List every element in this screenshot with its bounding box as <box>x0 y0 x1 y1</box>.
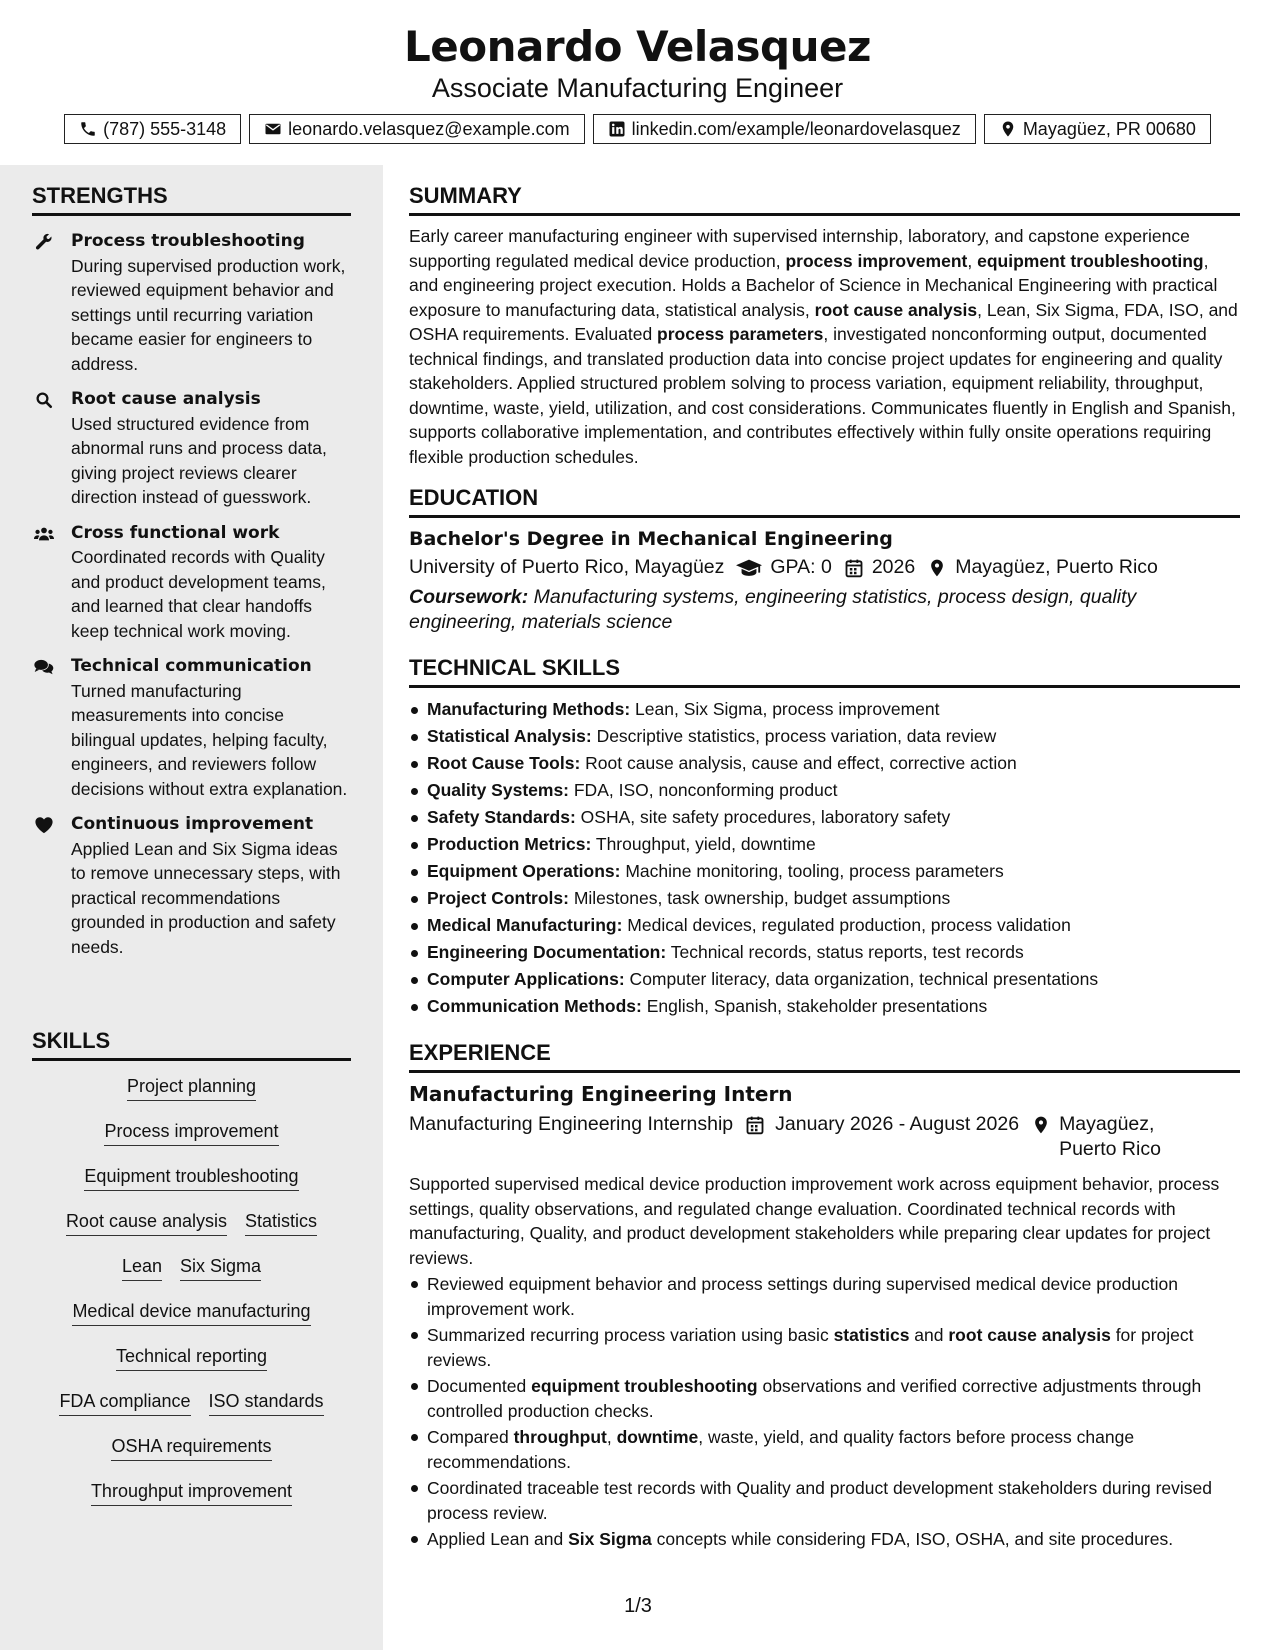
graduation-year: 2026 <box>871 556 916 578</box>
bold-keyword: root cause analysis <box>814 299 978 320</box>
strength-desc: Turned manufacturing measurements into concise bilingual updates, helping faculty, engineers, and reviewers follow decisions without extra explanation. <box>71 680 348 799</box>
skill-label: Computer Applications: <box>427 969 625 989</box>
text-run: Summarized recurring process variation using basic <box>427 1325 834 1345</box>
summary-text <box>409 224 1240 469</box>
skill-value: Technical records, status reports, test records <box>666 942 1024 962</box>
bold-keyword: root cause analysis <box>948 1325 1111 1345</box>
skill-label: Communication Methods: <box>427 996 642 1016</box>
contact-phone-text: (787) 555-3148 <box>103 118 227 139</box>
candidate-name: Leonardo Velasquez <box>404 22 871 71</box>
strength-title: Cross functional work <box>71 522 280 543</box>
skill-tag: Six Sigma <box>180 1256 261 1281</box>
skill-value: Milestones, task ownership, budget assumptions <box>568 888 951 908</box>
skill-tag: Process improvement <box>104 1121 278 1146</box>
list-item <box>409 696 1240 723</box>
coursework-list: Manufacturing systems, engineering statistics, process design, quality engineering, materials science <box>409 586 1137 633</box>
list-item <box>409 966 1240 993</box>
list-item <box>409 750 1240 777</box>
skill-tag: Statistics <box>245 1211 317 1236</box>
skill-tag: Throughput improvement <box>91 1481 292 1506</box>
technical-skills-heading: TECHNICAL SKILLS <box>409 655 1240 688</box>
skill-label: Equipment Operations: <box>427 861 621 881</box>
graduation-cap-icon <box>736 558 762 578</box>
text-run: , waste, yield, and quality factors before process change recommendations. <box>427 1427 1135 1472</box>
skill-row <box>32 1121 351 1166</box>
main-column <box>409 165 1240 1650</box>
strength-title: Technical communication <box>71 656 312 676</box>
summary-section <box>409 183 1240 469</box>
skill-tags <box>0 1076 383 1526</box>
text-run: Coordinated traceable test records with Quality and product development stakeholders during revised process review. <box>427 1478 1213 1523</box>
contact-linkedin-text: linkedin.com/example/leonardovelasquez <box>631 118 961 139</box>
skill-label: Manufacturing Methods: <box>427 699 631 719</box>
strength-item <box>32 654 352 801</box>
list-item <box>409 1527 1240 1552</box>
text-run: Applied Lean and <box>427 1529 569 1549</box>
contact-location <box>984 114 1211 144</box>
experience-meta <box>409 1112 1240 1162</box>
strength-desc: Coordinated records with Quality and product development teams, and learned that clear handoffs keep technical work moving. <box>71 547 326 641</box>
bold-keyword: Six Sigma <box>568 1529 652 1549</box>
skill-row <box>32 1436 351 1481</box>
experience-heading: EXPERIENCE <box>409 1040 1240 1073</box>
skill-value: Root cause analysis, cause and effect, corrective action <box>580 753 1017 773</box>
skill-tag: Medical device manufacturing <box>72 1301 310 1326</box>
summary-heading: SUMMARY <box>409 183 1240 216</box>
skill-label: Project Controls: <box>427 888 569 908</box>
skill-value: Medical devices, regulated production, process validation <box>622 915 1071 935</box>
skill-row <box>32 1256 351 1301</box>
strength-desc: Used structured evidence from abnormal runs and process data, giving project reviews clearer direction instead of guesswork. <box>71 413 327 507</box>
contact-row <box>0 114 1275 144</box>
skill-row <box>32 1301 351 1346</box>
heart-icon <box>34 816 54 834</box>
job-title: Associate Manufacturing Engineer <box>431 73 844 103</box>
contact-email[interactable] <box>249 114 584 144</box>
text-run: observations and verified corrective adjustments through controlled production checks. <box>427 1376 1202 1421</box>
text-run: Documented <box>427 1376 532 1396</box>
skill-row <box>32 1211 351 1256</box>
list-item <box>409 804 1240 831</box>
skill-tag: Project planning <box>127 1076 256 1101</box>
phone-icon <box>79 120 97 138</box>
list-item <box>409 885 1240 912</box>
technical-skills-section <box>409 655 1240 1020</box>
skill-tag: OSHA requirements <box>111 1436 271 1461</box>
comments-icon <box>34 658 54 676</box>
list-item <box>409 1425 1240 1474</box>
skills-section <box>0 1028 383 1526</box>
skill-tag: FDA compliance <box>59 1391 190 1416</box>
degree-title: Bachelor's Degree in Mechanical Engineering <box>409 528 893 550</box>
envelope-icon <box>264 120 282 138</box>
skill-tag: Root cause analysis <box>66 1211 227 1236</box>
experience-dates: January 2026 - August 2026 <box>775 1113 1020 1135</box>
bold-keyword: process parameters <box>657 324 824 344</box>
education-section <box>409 485 1240 634</box>
search-icon <box>34 391 54 409</box>
map-pin-icon <box>1031 1115 1051 1135</box>
list-item <box>409 723 1240 750</box>
skill-value: Throughput, yield, downtime <box>591 834 816 854</box>
calendar-icon <box>844 558 864 578</box>
bold-keyword: downtime <box>616 1427 699 1447</box>
strength-item <box>32 229 352 376</box>
skill-label: Medical Manufacturing: <box>427 915 623 935</box>
experience-location: Mayagüez, Puerto Rico <box>1059 1113 1161 1160</box>
strength-desc: Applied Lean and Six Sigma ideas to remove unnecessary steps, with practical recommendations grounded in production and safety needs. <box>71 838 341 957</box>
skill-value: Machine monitoring, tooling, process parameters <box>620 861 1004 881</box>
sidebar <box>0 165 383 1650</box>
strength-item <box>32 387 352 510</box>
strengths-heading: STRENGTHS <box>32 183 351 216</box>
strength-item <box>32 812 352 959</box>
skill-label: Statistical Analysis: <box>427 726 592 746</box>
bold-keyword: throughput <box>513 1427 607 1447</box>
education-location: Mayagüez, Puerto Rico <box>955 556 1158 578</box>
skill-value: Lean, Six Sigma, process improvement <box>630 699 940 719</box>
skill-value: OSHA, site safety procedures, laboratory safety <box>575 807 951 827</box>
bold-keyword: equipment troubleshooting <box>531 1376 758 1396</box>
text-run: , <box>606 1427 617 1447</box>
list-item <box>409 912 1240 939</box>
list-item <box>409 1272 1240 1321</box>
education-meta <box>409 556 1240 579</box>
strength-item <box>32 521 352 644</box>
list-item <box>409 993 1240 1020</box>
text-run: , Lean, Six Sigma, FDA, ISO, and OSHA requirements. Evaluated <box>409 299 1238 344</box>
skill-value: Computer literacy, data organization, technical presentations <box>624 969 1099 989</box>
text-run: for project reviews. <box>427 1325 1194 1370</box>
skill-tag: Technical reporting <box>116 1346 267 1371</box>
skill-label: Production Metrics: <box>427 834 592 854</box>
bold-keyword: equipment troubleshooting <box>977 250 1204 271</box>
page-number: 1/3 <box>624 1595 652 1617</box>
contact-location-text: Mayagüez, PR 00680 <box>1022 118 1196 139</box>
list-item <box>409 939 1240 966</box>
contact-linkedin[interactable] <box>593 114 976 144</box>
experience-bullets <box>409 1272 1240 1552</box>
skill-value: FDA, ISO, nonconforming product <box>569 780 838 800</box>
skill-label: Engineering Documentation: <box>427 942 667 962</box>
skill-row <box>32 1346 351 1391</box>
strengths-section <box>0 183 383 959</box>
contact-email-text: leonardo.velasquez@example.com <box>288 118 570 139</box>
experience-role: Manufacturing Engineering Intern <box>409 1082 793 1106</box>
text-run: Reviewed equipment behavior and process settings during supervised medical device production improvement work. <box>427 1274 1178 1319</box>
skill-value: Descriptive statistics, process variation, data review <box>591 726 997 746</box>
education-heading: EDUCATION <box>409 485 1240 518</box>
list-item <box>409 858 1240 885</box>
text-run: and <box>909 1325 949 1345</box>
bold-keyword: statistics <box>833 1325 910 1345</box>
coursework-label: Coursework: <box>409 586 529 608</box>
list-item <box>409 1374 1240 1423</box>
experience-description: Supported supervised medical device production improvement work across equipment behavior, process settings, quality observations, and regulated change evaluation. Coordinated technical records with manufacturing, Quality, and product development stakeholders while preparing clear updates for project reviews. <box>409 1174 1220 1268</box>
bold-keyword: process improvement <box>785 250 968 271</box>
coursework <box>409 585 1240 634</box>
skill-tag: Lean <box>122 1256 162 1281</box>
skill-row <box>32 1391 351 1436</box>
list-item <box>409 777 1240 804</box>
text-run: concepts while considering FDA, ISO, OSHA, and site procedures. <box>651 1529 1174 1549</box>
strength-desc: During supervised production work, reviewed equipment behavior and settings until recurring variation became easier for engineers to address. <box>71 255 346 374</box>
text-run: Early career manufacturing engineer with supervised internship, laboratory, and capstone experience supporting regulated medical device production, <box>409 226 1190 271</box>
experience-section <box>409 1040 1240 1552</box>
skill-label: Safety Standards: <box>427 807 576 827</box>
text-run: , investigated nonconforming output, documented technical findings, and translated production data into concise project updates for engineering and quality stakeholders. Applied structured problem solving to process variation, equipment reliability, throughput, downtime, waste, yield, utilization, and cost considerations. Communicates fluently in English and Spanish, supports collaborative implementation, and contributes effectively within fully onsite operations requiring flexible production schedules. <box>409 324 1236 467</box>
text-run: , <box>967 250 978 271</box>
strength-title: Root cause analysis <box>71 389 261 409</box>
linkedin-icon <box>608 120 626 138</box>
text-run: , and engineering project execution. Holds a Bachelor of Science in Mechanical Engineering with practical exposure to manufacturing data, statistical analysis, <box>409 250 1218 320</box>
users-icon <box>34 525 54 543</box>
map-pin-icon <box>999 120 1017 138</box>
skill-row <box>32 1481 351 1526</box>
contact-phone[interactable] <box>64 114 241 144</box>
skills-heading: SKILLS <box>32 1028 351 1061</box>
resume-header <box>0 0 1275 165</box>
wrench-icon <box>34 233 54 251</box>
skill-row <box>32 1076 351 1121</box>
list-item <box>409 1323 1240 1372</box>
strength-title: Process troubleshooting <box>71 231 305 251</box>
skill-tag: Equipment troubleshooting <box>84 1166 298 1191</box>
skill-label: Quality Systems: <box>427 780 569 800</box>
map-pin-icon <box>927 558 947 578</box>
gpa: GPA: 0 <box>770 556 832 578</box>
technical-skills-list <box>409 696 1240 1020</box>
skill-value: English, Spanish, stakeholder presentations <box>641 996 988 1016</box>
text-run: Compared <box>427 1427 514 1447</box>
skill-tag: ISO standards <box>209 1391 324 1416</box>
company-name: Manufacturing Engineering Internship <box>409 1113 734 1135</box>
school-name: University of Puerto Rico, Mayagüez <box>409 556 725 578</box>
skill-label: Root Cause Tools: <box>427 753 581 773</box>
skill-row <box>32 1166 351 1211</box>
calendar-icon <box>745 1115 765 1135</box>
list-item <box>409 831 1240 858</box>
strength-title: Continuous improvement <box>71 814 314 834</box>
list-item <box>409 1476 1240 1525</box>
